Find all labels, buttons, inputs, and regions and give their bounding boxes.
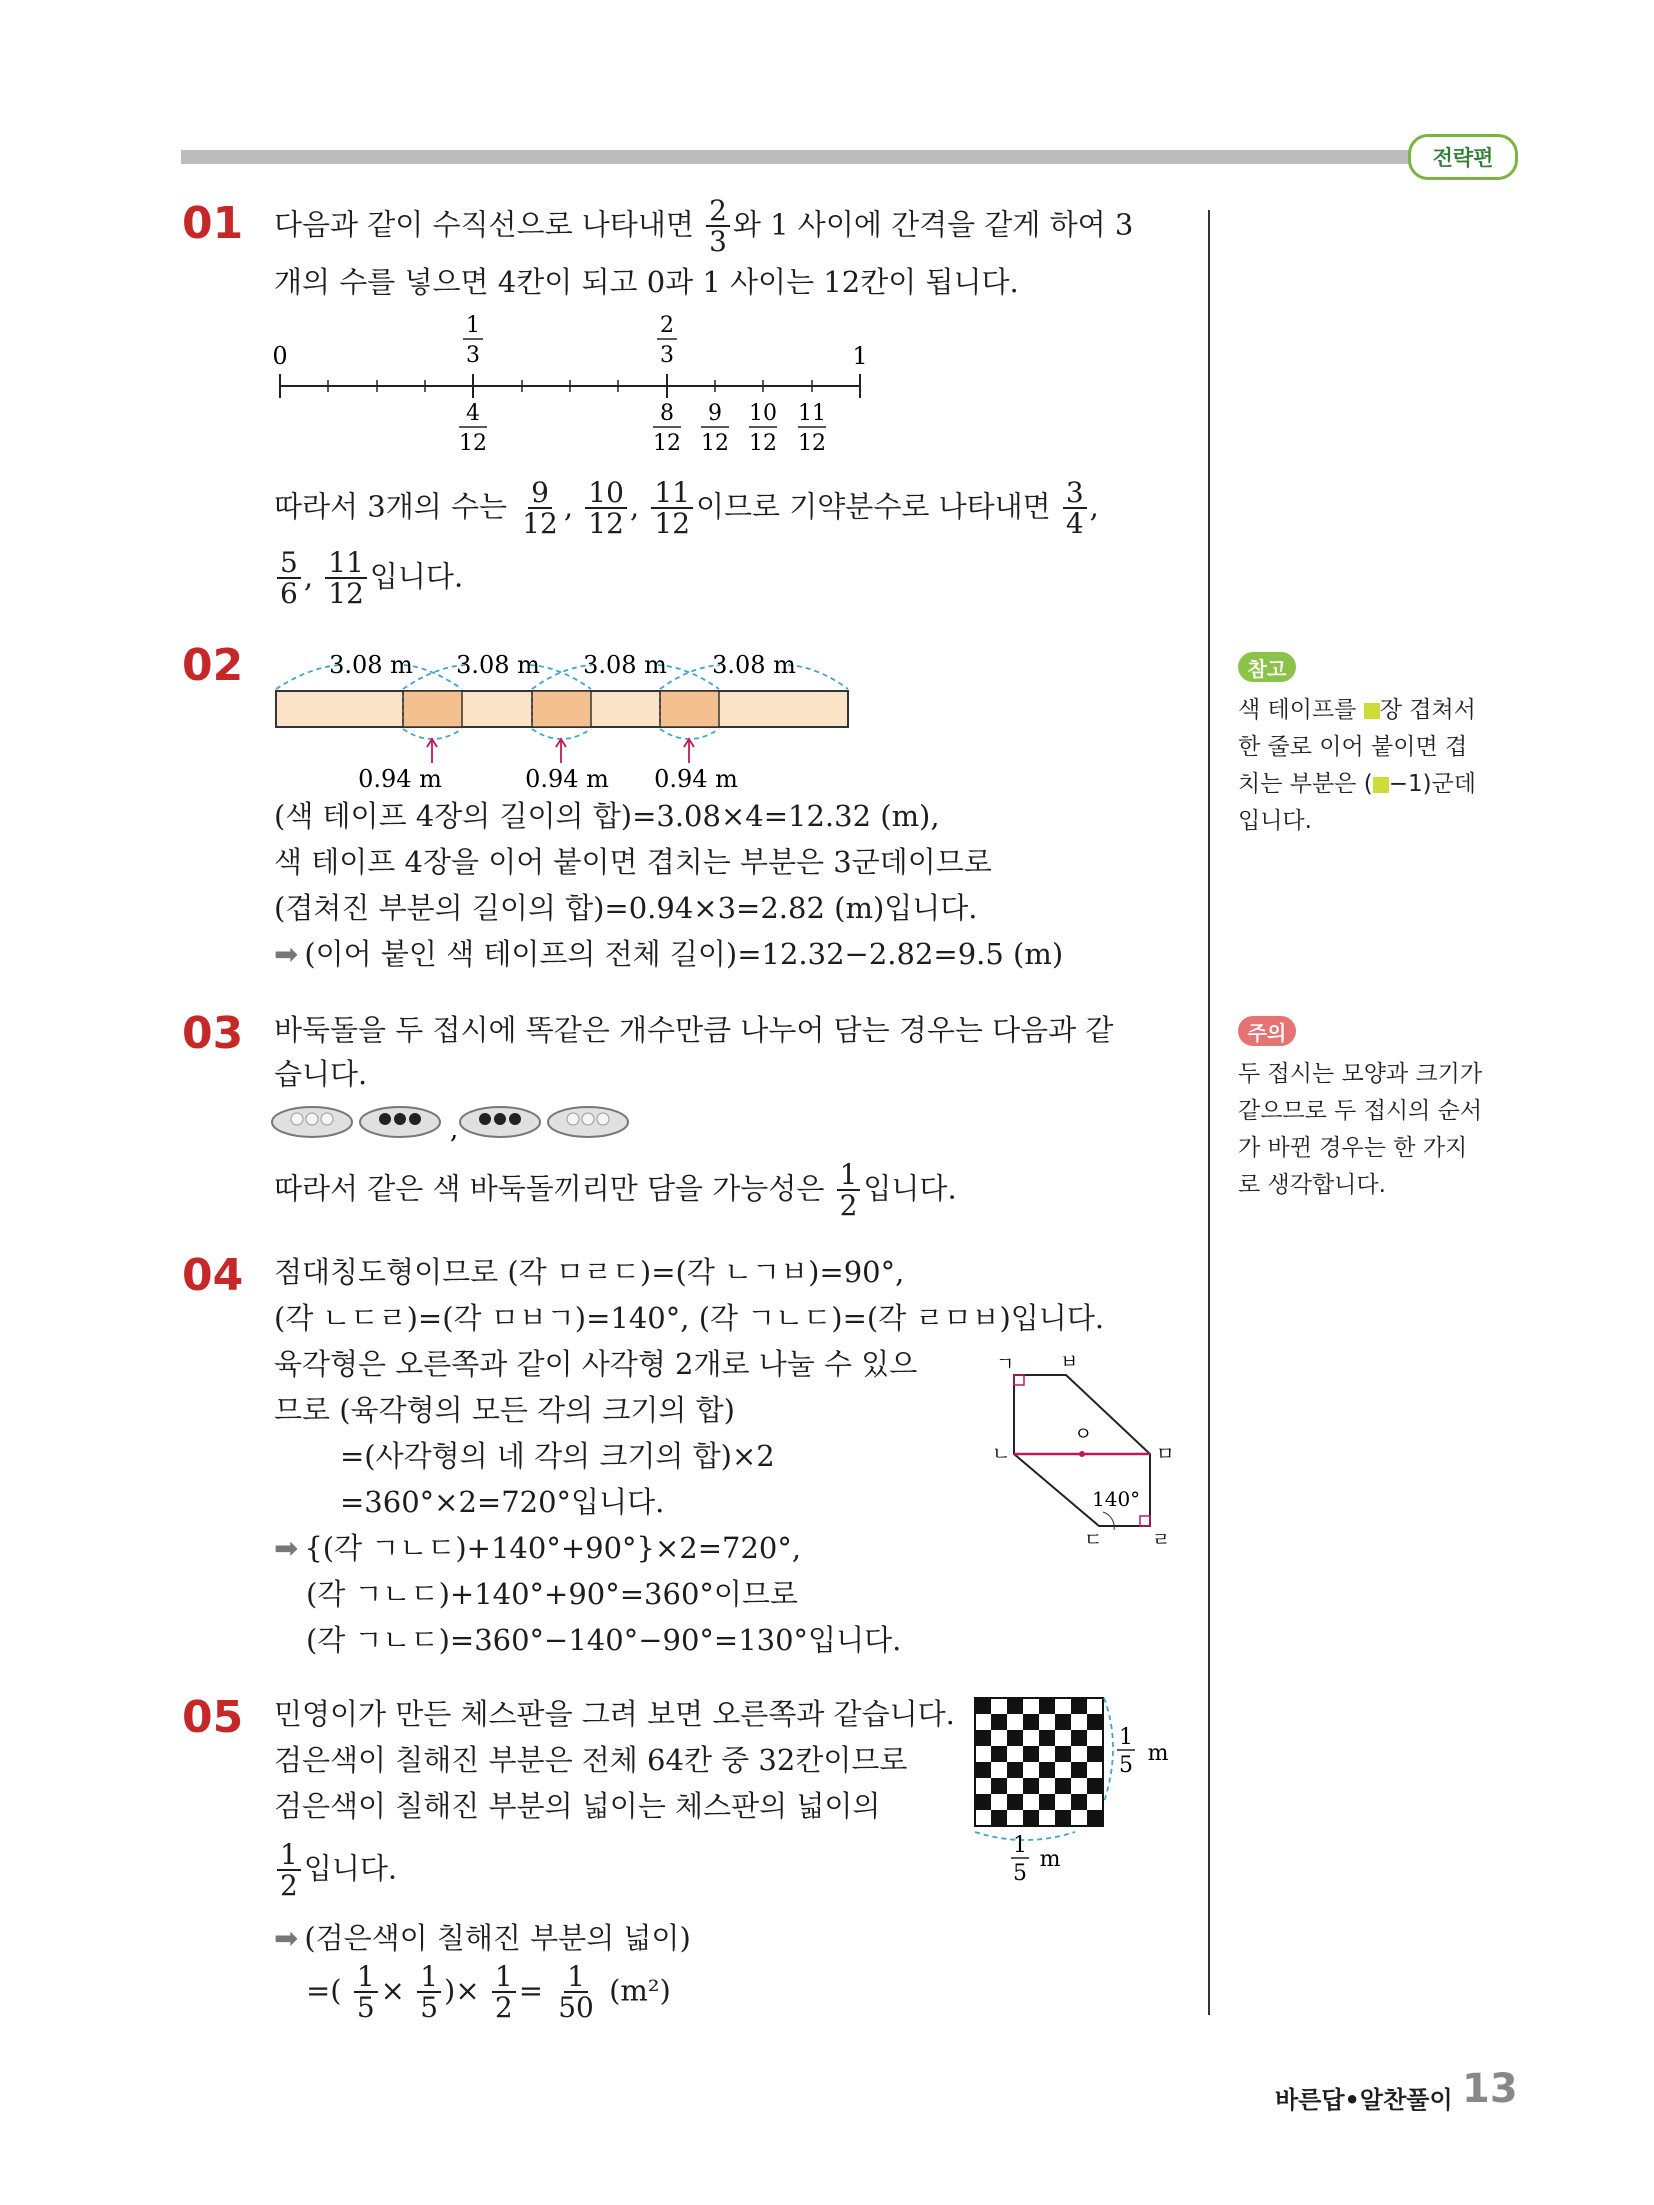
problem-number-04: 04 xyxy=(182,1250,244,1301)
p05-line-6: =( $\frac{1}{5}$ × $\frac{1}{5}$ )× $\frac{1}{2}$ = $\frac{1}{50}$ (m²) xyxy=(306,1960,671,2025)
svg-text:1: 1 xyxy=(1119,1725,1133,1750)
chess-cell xyxy=(991,1778,1007,1794)
fraction: $\frac{11}{12}$ xyxy=(325,548,367,609)
svg-text:3: 3 xyxy=(660,343,674,368)
chess-cell xyxy=(1055,1778,1071,1794)
chess-cell xyxy=(975,1746,991,1762)
chess-cell xyxy=(1039,1714,1055,1730)
arrow-icon: ➡ xyxy=(274,1921,299,1955)
tick-frac-1-3 xyxy=(463,313,483,368)
text: 입니다. xyxy=(303,1851,398,1886)
chessboard xyxy=(975,1698,1103,1826)
blank-box-icon xyxy=(1364,703,1380,719)
vertex-label: ㄹ xyxy=(1152,1529,1171,1551)
svg-text:11: 11 xyxy=(798,401,826,426)
chess-cell xyxy=(1055,1746,1071,1762)
fraction: $\frac{1}{5}$ xyxy=(354,1962,378,2023)
overlap-length-label: 0.94 m xyxy=(358,765,442,793)
chess-cell xyxy=(1055,1698,1071,1714)
chess-cell xyxy=(1007,1746,1023,1762)
chess-cell xyxy=(1087,1794,1103,1810)
chess-cell xyxy=(1007,1810,1023,1826)
p02-line-2: 색 테이프 4장을 이어 붙이면 겹치는 부분은 3군데이므로 xyxy=(274,845,992,879)
overlap-1 xyxy=(403,691,462,727)
chessboard-figure xyxy=(970,1690,1180,1890)
fraction: $\frac{10}{12}$ xyxy=(585,478,627,539)
p04-line-1: 점대칭도형이므로 (각 ㅁㄹㄷ)=(각 ㄴㄱㅂ)=90°, xyxy=(274,1255,905,1289)
p04-line-8: (각 ㄱㄴㄷ)+140°+90°=360°이므로 xyxy=(306,1577,798,1611)
p02-line-4: ➡ (이어 붙인 색 테이프의 전체 길이)=12.32−2.82=9.5 (m) xyxy=(274,937,1064,971)
svg-text:m: m xyxy=(1147,1741,1169,1766)
center-label: ㅇ xyxy=(1074,1423,1093,1445)
vertex-label: ㄴ xyxy=(992,1443,1011,1465)
p04-line-2: (각 ㄴㄷㄹ)=(각 ㅁㅂㄱ)=140°, (각 ㄱㄴㄷ)=(각 ㄹㅁㅂ)입니다. xyxy=(274,1301,1105,1335)
chess-cell xyxy=(1039,1746,1055,1762)
chess-cell xyxy=(1087,1810,1103,1826)
chess-cell xyxy=(1055,1794,1071,1810)
svg-text:3: 3 xyxy=(466,343,480,368)
fraction: $\frac{1}{2}$ xyxy=(277,1840,301,1901)
fraction: $\frac{3}{4}$ xyxy=(1063,478,1087,539)
text: 이므로 기약분수로 나타내면 xyxy=(696,489,1051,524)
chess-cell xyxy=(1039,1762,1055,1778)
page-number: 13 xyxy=(1462,2066,1518,2112)
p05-line-1: 민영이가 만든 체스판을 그려 보면 오른쪽과 같습니다. xyxy=(274,1697,955,1731)
svg-text:10: 10 xyxy=(749,401,777,426)
chess-cell xyxy=(1055,1762,1071,1778)
tick-frac-10-12 xyxy=(749,401,777,456)
vertex-label: ㄷ xyxy=(1084,1529,1103,1551)
fraction: $\frac{1}{50}$ xyxy=(558,1960,594,2025)
p04-line-6: =360°×2=720°입니다. xyxy=(340,1485,665,1519)
overlap-length-label: 0.94 m xyxy=(525,765,609,793)
chess-cell xyxy=(1071,1762,1087,1778)
p05-line-4 xyxy=(274,1840,397,1901)
svg-text:12: 12 xyxy=(798,431,826,456)
chess-cell xyxy=(991,1810,1007,1826)
chess-cell xyxy=(1087,1698,1103,1714)
svg-text:1: 1 xyxy=(1013,1833,1027,1858)
chess-cell xyxy=(1023,1698,1039,1714)
chess-cell xyxy=(991,1794,1007,1810)
chess-cell xyxy=(1023,1778,1039,1794)
plate-2 xyxy=(360,1107,440,1137)
tick-frac-2-3 xyxy=(657,313,677,368)
caution-text: 두 접시는 모양과 크기가 같으므로 두 접시의 순서 가 바뀐 경우는 한 가지 로 생각합니다. xyxy=(1238,1061,1483,1198)
vertex-label: ㅂ xyxy=(1060,1351,1079,1373)
chess-cell xyxy=(1023,1810,1039,1826)
chess-cell xyxy=(991,1730,1007,1746)
chess-cell xyxy=(991,1762,1007,1778)
svg-text:12: 12 xyxy=(749,431,777,456)
chess-cell xyxy=(1039,1778,1055,1794)
chess-cell xyxy=(1023,1730,1039,1746)
fraction: $\frac{11}{12}$ xyxy=(651,478,693,539)
chess-cell xyxy=(975,1778,991,1794)
tick-label-0: 0 xyxy=(272,342,288,370)
chess-cell xyxy=(1007,1778,1023,1794)
chess-cell xyxy=(1087,1714,1103,1730)
separator: , xyxy=(450,1115,459,1145)
svg-text:12: 12 xyxy=(653,431,681,456)
note-text: 색 테이프를 장 겹쳐서 한 줄로 이어 붙이면 겹 치는 부분은 ( −1)군데 입니다. xyxy=(1238,697,1477,834)
p03-line-3 xyxy=(274,1160,957,1221)
p01-line-3: 따라서 3개의 수는 $\frac{9}{12}$ , $\frac{10}{12}$ , $\frac{11}{12}$ 이므로 기약분수로 나타내면 $\frac{3}{4}$ , xyxy=(274,476,1099,541)
chess-cell xyxy=(1007,1714,1023,1730)
chess-cell xyxy=(1039,1794,1055,1810)
svg-text:12: 12 xyxy=(459,431,487,456)
blank-box-icon xyxy=(1373,777,1389,793)
chess-cell xyxy=(975,1714,991,1730)
chess-cell xyxy=(1039,1730,1055,1746)
footer-label: 바른답•알찬풀이 xyxy=(1275,2086,1453,2114)
chess-cell xyxy=(1023,1794,1039,1810)
chess-cell xyxy=(975,1794,991,1810)
chess-cell xyxy=(1071,1746,1087,1762)
overlap-length-label: 0.94 m xyxy=(654,765,738,793)
tick-frac-11-12 xyxy=(798,401,826,456)
text: 와 1 사이에 간격을 같게 하여 3 xyxy=(732,207,1134,242)
plates-illustration xyxy=(270,1100,640,1150)
problem-number-05: 05 xyxy=(182,1692,244,1743)
side-length-bottom xyxy=(1011,1833,1061,1886)
chess-cell xyxy=(1087,1730,1103,1746)
chess-cell xyxy=(1071,1730,1087,1746)
fraction: $\frac{9}{12}$ xyxy=(522,476,558,541)
fraction: $\frac{2}{3}$ xyxy=(706,196,730,257)
svg-text:5: 5 xyxy=(1119,1753,1133,1778)
chess-cell xyxy=(1071,1698,1087,1714)
chess-cell xyxy=(1055,1810,1071,1826)
svg-text:5: 5 xyxy=(1013,1861,1027,1886)
chess-cell xyxy=(975,1762,991,1778)
p01-line-1 xyxy=(274,196,1133,257)
svg-text:m: m xyxy=(1039,1847,1061,1872)
tick-label-1: 1 xyxy=(852,342,868,370)
p04-line-7: ➡ {(각 ㄱㄴㄷ)+140°+90°}×2=720°, xyxy=(274,1531,802,1565)
chess-cell xyxy=(1039,1698,1055,1714)
chess-cell xyxy=(1055,1714,1071,1730)
p05-line-2: 검은색이 칠해진 부분은 전체 64칸 중 32칸이므로 xyxy=(274,1743,908,1777)
svg-text:1: 1 xyxy=(466,313,480,338)
fraction: $\frac{1}{2}$ xyxy=(837,1160,861,1221)
tick-frac-9-12 xyxy=(701,401,729,456)
chess-cell xyxy=(1055,1730,1071,1746)
chess-cell xyxy=(1039,1810,1055,1826)
problem-number-01: 01 xyxy=(182,198,244,249)
p04-line-4: 므로 (육각형의 모든 각의 크기의 합) xyxy=(274,1393,735,1427)
overlap-3 xyxy=(660,691,719,727)
chess-cell xyxy=(1071,1778,1087,1794)
svg-text:4: 4 xyxy=(466,401,480,426)
svg-text:9: 9 xyxy=(708,401,722,426)
chess-cell xyxy=(1071,1714,1087,1730)
vertex-label: ㄱ xyxy=(996,1353,1015,1375)
chess-cell xyxy=(1007,1794,1023,1810)
text: 다음과 같이 수직선으로 나타내면 xyxy=(274,207,694,242)
tape-length-label: 3.08 m xyxy=(329,651,413,679)
plate-4 xyxy=(548,1107,628,1137)
chess-cell xyxy=(975,1698,991,1714)
text: 입니다. xyxy=(369,559,464,594)
text: 따라서 같은 색 바둑돌끼리만 담을 가능성은 xyxy=(274,1171,825,1206)
chess-cell xyxy=(1023,1762,1039,1778)
top-rule xyxy=(181,150,1421,164)
p01-line-2: 개의 수를 넣으면 4칸이 되고 0과 1 사이는 12칸이 됩니다. xyxy=(274,265,1019,299)
p02-line-1: (색 테이프 4장의 길이의 합)=3.08×4=12.32 (m), xyxy=(274,799,940,833)
p02-line-3: (겹쳐진 부분의 길이의 합)=0.94×3=2.82 (m)입니다. xyxy=(274,891,978,925)
angle-label: 140° xyxy=(1092,1487,1141,1511)
chess-cell xyxy=(1007,1698,1023,1714)
p01-line-4: $\frac{5}{6}$ , $\frac{11}{12}$ 입니다. xyxy=(274,548,463,609)
svg-text:2: 2 xyxy=(660,313,674,338)
p03-line-2: 습니다. xyxy=(274,1057,368,1091)
side-length-right xyxy=(1117,1725,1169,1778)
tape-length-label: 3.08 m xyxy=(456,651,540,679)
chess-cell xyxy=(1023,1714,1039,1730)
text: 따라서 3개의 수는 xyxy=(274,489,507,524)
p04-line-3: 육각형은 오른쪽과 같이 사각형 2개로 나눌 수 있으 xyxy=(274,1347,918,1381)
chess-cell xyxy=(1087,1762,1103,1778)
arrow-icon: ➡ xyxy=(274,1531,299,1565)
svg-text:8: 8 xyxy=(660,401,674,426)
plate-1 xyxy=(272,1107,352,1137)
fraction: $\frac{5}{6}$ xyxy=(277,548,301,609)
chess-cell xyxy=(991,1746,1007,1762)
chess-cell xyxy=(991,1714,1007,1730)
p04-line-9: (각 ㄱㄴㄷ)=360°−140°−90°=130°입니다. xyxy=(306,1623,902,1657)
vertex-label: ㅁ xyxy=(1156,1443,1175,1465)
number-line xyxy=(270,310,870,460)
tick-frac-4-12 xyxy=(459,401,487,456)
text: 입니다. xyxy=(863,1171,957,1206)
p05-line-5: ➡ (검은색이 칠해진 부분의 넓이) xyxy=(274,1921,691,1955)
caution-tag: 주의 xyxy=(1238,1016,1296,1046)
chess-cell xyxy=(1087,1746,1103,1762)
problem-number-03: 03 xyxy=(182,1008,244,1059)
chess-cell xyxy=(1007,1730,1023,1746)
problem-number-02: 02 xyxy=(182,640,244,691)
note-tag: 참고 xyxy=(1238,652,1296,682)
chess-cell xyxy=(1071,1794,1087,1810)
chess-cell xyxy=(1023,1746,1039,1762)
plate-3 xyxy=(460,1107,540,1137)
tape-length-label: 3.08 m xyxy=(583,651,667,679)
chess-cell xyxy=(991,1698,1007,1714)
arrow-icon: ➡ xyxy=(274,937,299,971)
p04-line-5: =(사각형의 네 각의 크기의 합)×2 xyxy=(340,1439,775,1473)
fraction: $\frac{1}{2}$ xyxy=(492,1962,516,2023)
chess-cell xyxy=(1007,1762,1023,1778)
fraction: $\frac{1}{5}$ xyxy=(417,1962,441,2023)
overlap-2 xyxy=(532,691,591,727)
chess-cell xyxy=(1071,1810,1087,1826)
column-divider xyxy=(1208,210,1210,2015)
tape-diagram xyxy=(270,645,870,795)
p03-line-1: 바둑돌을 두 접시에 똑같은 개수만큼 나누어 담는 경우는 다음과 같 xyxy=(274,1013,1114,1047)
chess-cell xyxy=(975,1810,991,1826)
tape-length-label: 3.08 m xyxy=(712,651,796,679)
section-tab: 전략편 xyxy=(1408,134,1518,180)
chess-cell xyxy=(975,1730,991,1746)
hexagon-figure xyxy=(990,1350,1190,1550)
tick-frac-8-12 xyxy=(653,401,681,456)
number-line-axis xyxy=(280,374,860,398)
chess-cell xyxy=(1087,1778,1103,1794)
p05-line-3: 검은색이 칠해진 부분의 넓이는 체스판의 넓이의 xyxy=(274,1789,881,1823)
svg-text:12: 12 xyxy=(701,431,729,456)
